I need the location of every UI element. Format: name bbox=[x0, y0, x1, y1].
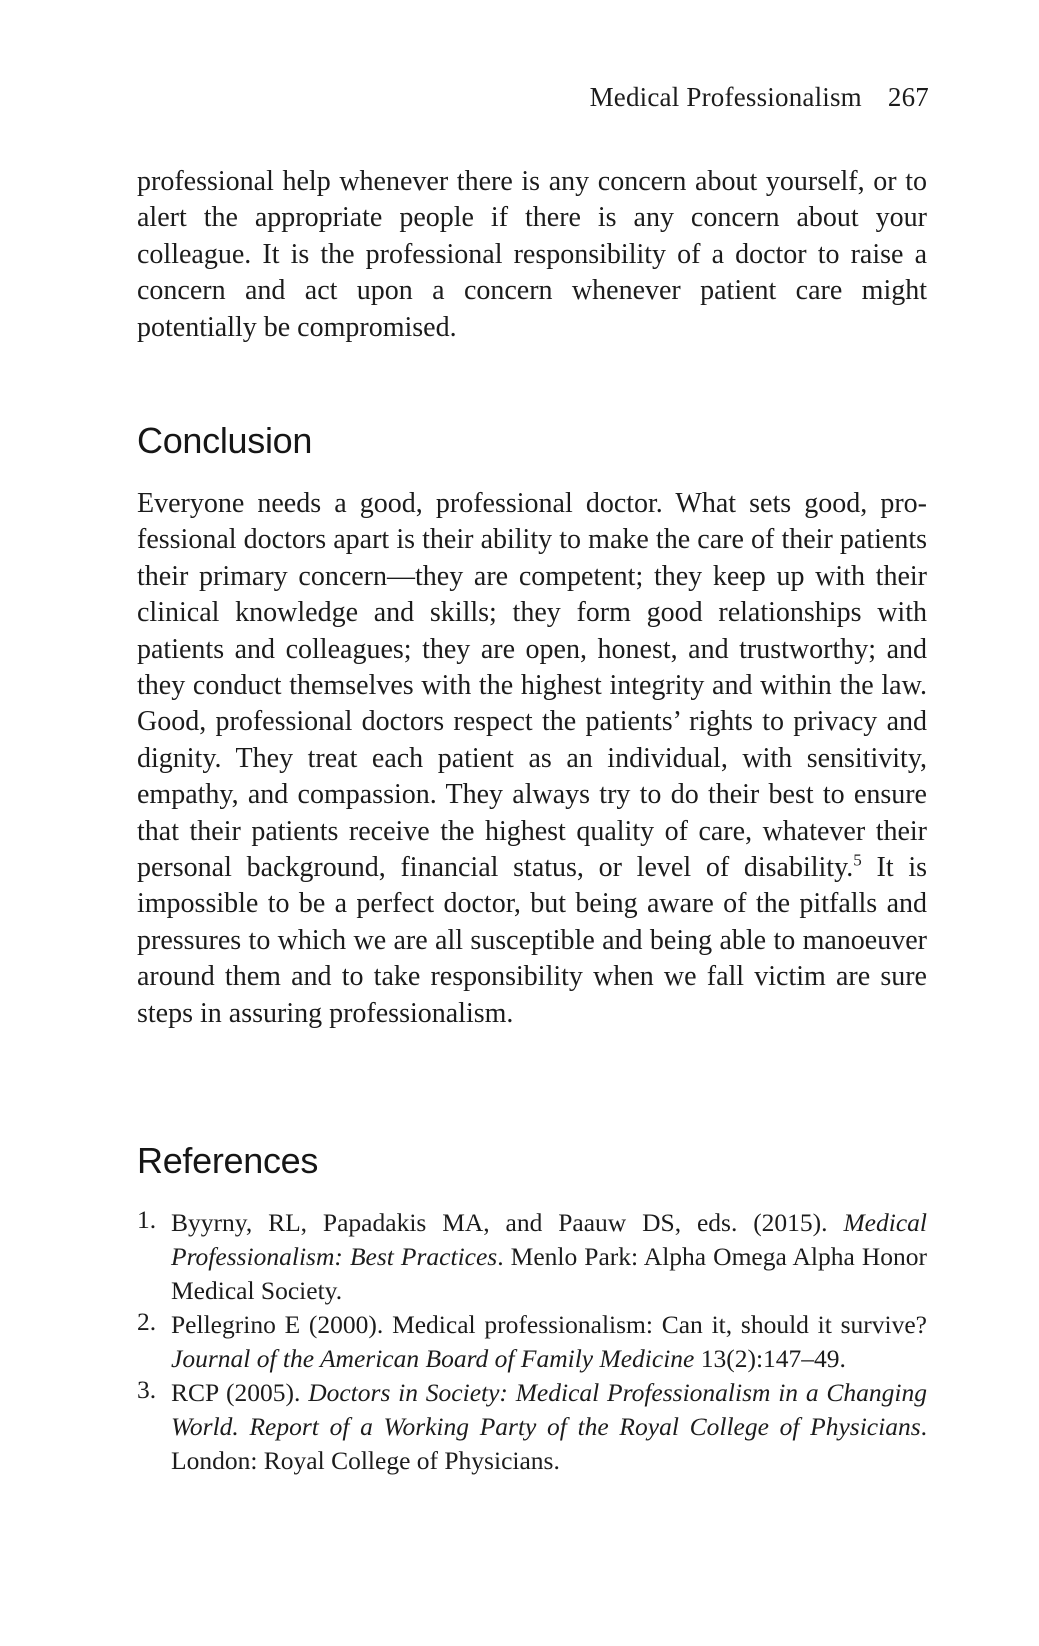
reference-text: . Menlo Park: Alpha Omega Alpha Honor Medical Society. bbox=[171, 1242, 927, 1305]
running-title: Medical Professionalism bbox=[589, 82, 862, 112]
conclusion-paragraph bbox=[137, 486, 927, 1032]
reference-title: Doctors in Society: Medical Professionalism in a Changing World. Report of a Working Party of the Royal College of Physicians bbox=[171, 1378, 927, 1441]
reference-number: 3. bbox=[137, 1375, 157, 1404]
reference-number: 1. bbox=[137, 1205, 157, 1234]
section-heading-conclusion: Conclusion bbox=[137, 420, 313, 461]
reference-title: Medical Professionalism: Best Practices bbox=[171, 1208, 927, 1271]
page-number: 267 bbox=[887, 82, 929, 112]
running-header bbox=[590, 82, 929, 113]
conclusion-text-part-1: Everyone needs a good, professional doctor. What sets good, professional doctors apart is their ability to make the care of their patients their primary concern—they are competent; they keep up with their clinical knowledge and skills; they form good relationships with patients and colleagues; they are open, honest, and trustworthy; and they conduct themselves with the highest integrity and within the law. Good, professional doctors respect the patients’ rights to privacy and dignity. They treat each patient as an individual, with sensitivity, empathy, and compassion. They always try to do their best to ensure that their patients receive the highest quality of care, whatever their personal background, financial status, or level of disability. bbox=[137, 488, 927, 884]
conclusion-text-part-2: It is impossible to be a perfect doctor, but being aware of the pitfalls and pressures to which we are all susceptible and being able to manoeuver around them and to take responsibility when we fall victim are sure steps in assuring professionalism. bbox=[137, 852, 928, 1029]
reference-number: 2. bbox=[137, 1307, 157, 1336]
reference-item bbox=[137, 1376, 927, 1478]
section-heading-references: References bbox=[137, 1140, 319, 1181]
reference-list bbox=[137, 1206, 927, 1478]
reference-item bbox=[137, 1308, 927, 1376]
footnote-marker: 5 bbox=[853, 850, 862, 870]
reference-text: Byyrny, RL, Papadakis MA, and Paauw DS, eds. (2015). bbox=[171, 1208, 844, 1237]
body-paragraph-continued: professional help whenever there is any concern about yourself, or to alert the appropriate people if there is any concern about your colleague. It is the professional responsibility of a doctor to raise a concern and act upon a concern whenever patient care might potentially be compromised. bbox=[137, 166, 927, 343]
reference-text: RCP (2005). bbox=[171, 1378, 309, 1407]
reference-text: . London: Royal College of Physicians. bbox=[171, 1412, 927, 1475]
reference-item bbox=[137, 1206, 927, 1308]
reference-text: Pellegrino E (2000). Medical professionalism: Can it, should it survive? bbox=[171, 1310, 927, 1339]
reference-text: 13(2):147–49. bbox=[694, 1344, 846, 1373]
reference-title: Journal of the American Board of Family Medicine bbox=[171, 1344, 695, 1373]
